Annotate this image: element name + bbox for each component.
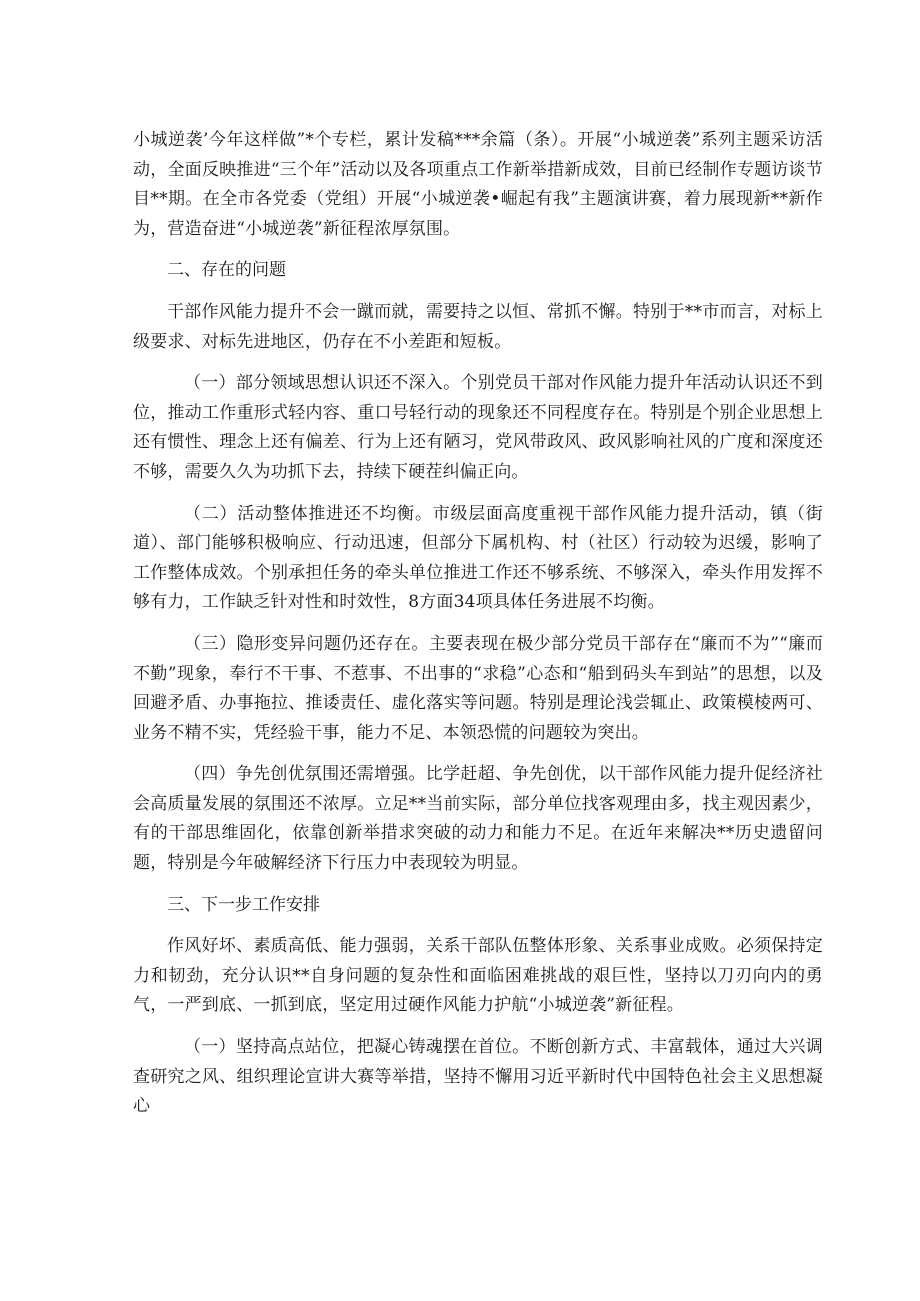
paragraph-intro: 小城逆袭’今年这样做”*个专栏，累计发稿***余篇（条）。开展“小城逆袭”系列主题采访活动，全面反映推进“三个年”活动以及各项重点工作新举措新成效，目前已经制作专题访谈节目**期。在全市各党委（党组）开展“小城逆袭•崛起有我”主题演讲赛，着力展现新**新作为，营造奋进“小城逆袭”新征程浓厚氛围。 [133,130,823,239]
paragraph-problem-4: （四）争先创优氛围还需增强。比学赶超、争先创优，以干部作风能力提升促经济社会高质量发展的氛围还不浓厚。立足**当前实际，部分单位找客观理由多，找主观因素少，有的干部思维固化，依靠创新举措求突破的动力和能力不足。在近年来解决**历史遗留问题，特别是今年破解经济下行压力中表现较为明显。 [133,764,823,874]
paragraph-next-intro: 作风好坏、素质高低、能力强弱，关系干部队伍整体形象、关系事业成败。必须保持定力和韧劲，充分认识**自身问题的复杂性和面临困难挑战的艰巨性，坚持以刀刃向内的勇气，一严到底、一抓到底，坚定用过硬作风能力护航“小城逆袭”新征程。 [133,936,823,1016]
heading-problems: 二、存在的问题 [167,260,286,281]
paragraph-problem-2: （二）活动整体推进还不均衡。市级层面高度重视干部作风能力提升活动，镇（街道）、部门能够积极响应、行动迅速，但部分下属机构、村（社区）行动较为迟缓，影响了工作整体成效。个别承担任务的牵头单位推进工作还不够系统、不够深入，牵头作用发挥不够有力，工作缺乏针对性和时效性，8方面34项具体任务进展不均衡。 [133,503,823,613]
document-page [133,126,823,1122]
paragraph-problem-3: （三）隐形变异问题仍还存在。主要表现在极少部分党员干部存在“廉而不为”“廉而不勤”现象，奉行不干事、不惹事、不出事的“求稳”心态和“船到码头车到站”的思想，以及回避矛盾、办事拖拉、推诿责任、虚化落实等问题。特别是理论浅尝辄止、政策模棱两可、业务不精不实，凭经验干事，能力不足、本领恐慌的问题较为突出。 [133,633,823,743]
heading-next-steps: 三、下一步工作安排 [167,894,320,915]
paragraph-problems-intro: 干部作风能力提升不会一蹴而就，需要持之以恒、常抓不懈。特别于**市而言，对标上级要求、对标先进地区，仍存在不小差距和短板。 [133,301,823,352]
paragraph-problem-1: （一）部分领域思想认识还不深入。个别党员干部对作风能力提升年活动认识还不到位，推动工作重形式轻内容、重口号轻行动的现象还不同程度存在。特别是个别企业思想上还有惯性、理念上还有偏差、行为上还有陋习，党风带政风、政风影响社风的广度和深度还不够，需要久久为功抓下去，持续下硬茬纠偏正向。 [133,373,823,482]
paragraph-next-1: （一）坚持高点站位，把凝心铸魂摆在首位。不断创新方式、丰富载体，通过大兴调查研究之风、组织理论宣讲大赛等举措，坚持不懈用习近平新时代中国特色社会主义思想凝心 [133,1037,823,1117]
